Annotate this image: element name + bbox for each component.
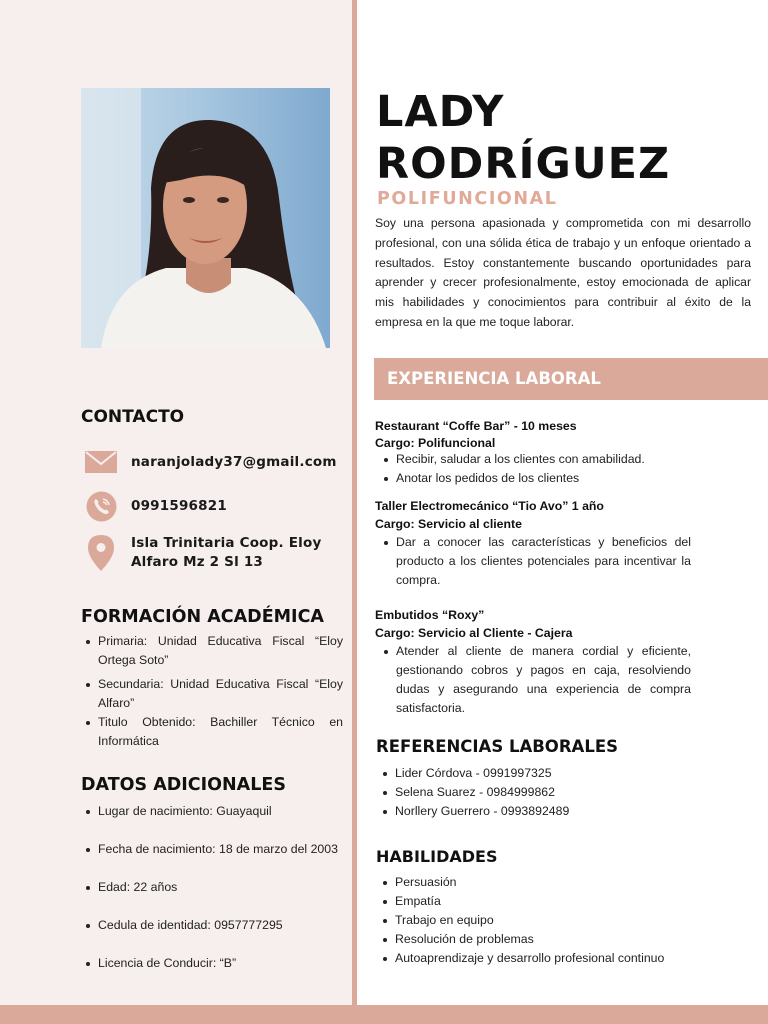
column-divider — [352, 0, 357, 1005]
contact-address — [131, 534, 321, 572]
job-3-tasks — [379, 642, 691, 718]
phone-text: 0991596821 — [131, 498, 227, 514]
references-title: REFERENCIAS LABORALES — [376, 737, 618, 756]
address-line-2: Alfaro Mz 2 Sl 13 — [131, 554, 264, 570]
profile-summary: Soy una persona apasionada y comprometida con mi desarrollo profesional, con una sólida ética de trabajo y un enfoque orientado a resultados. Estoy constantemente buscando oportunidades para aprender y crecer profesionalmente, estoy emocionada de aplicar mis habilidades y conocimientos para contribuir al éxito de la empresa en la que me toque laborar. — [375, 216, 751, 329]
phone-icon — [86, 491, 117, 527]
full-name — [376, 86, 670, 190]
job-2-tasks — [379, 533, 691, 590]
job-1-role: Cargo: Polifuncional — [375, 436, 496, 450]
list-item: Anotar los pedidos de los clientes — [379, 469, 691, 488]
skills-title: HABILIDADES — [376, 847, 498, 866]
education-title: FORMACIÓN ACADÉMICA — [81, 607, 324, 627]
list-item: Persuasión — [378, 873, 691, 892]
job-2-title: Taller Electromecánico “Tio Avo” 1 año — [375, 499, 604, 513]
location-pin-icon — [88, 535, 114, 576]
job-1-tasks — [379, 450, 691, 488]
list-item: Edad: 22 años — [81, 878, 343, 897]
bottom-accent-bar — [0, 1005, 768, 1024]
list-item: Recibir, saludar a los clientes con amabilidad. — [379, 450, 691, 469]
additional-list — [81, 802, 343, 973]
list-item: Empatía — [378, 892, 691, 911]
list-item: Primaria: Unidad Educativa Fiscal “Eloy Ortega Soto” — [81, 632, 343, 670]
job-3-title: Embutidos “Roxy” — [375, 608, 485, 622]
envelope-icon — [85, 451, 117, 478]
list-item: Lider Córdova - 0991997325 — [378, 764, 698, 783]
contact-email[interactable] — [131, 453, 337, 472]
experience-header: EXPERIENCIA LABORAL — [374, 358, 768, 400]
name-last: RODRÍGUEZ — [376, 139, 671, 189]
email-text: naranjolady37@gmail.com — [131, 454, 337, 470]
job-3-role: Cargo: Servicio al Cliente - Cajera — [375, 626, 573, 640]
contact-phone[interactable] — [131, 497, 227, 516]
list-item: Secundaria: Unidad Educativa Fiscal “Eloy Alfaro” — [81, 675, 343, 713]
references-list — [378, 764, 698, 821]
list-item: Autoaprendizaje y desarrollo profesional continuo — [378, 949, 691, 968]
list-item: Trabajo en equipo — [378, 911, 691, 930]
list-item: Norllery Guerrero - 0993892489 — [378, 802, 698, 821]
list-item: Atender al cliente de manera cordial y eficiente, gestionando cobros y pagos en caja, resolviendo dudas y asegurando una experiencia de compra satisfactoria. — [379, 642, 691, 718]
address-line-1: Isla Trinitaria Coop. Eloy — [131, 535, 322, 551]
list-item: Dar a conocer las características y beneficios del producto a los clientes potenciales para incentivar la compra. — [379, 533, 691, 590]
skills-list — [378, 873, 691, 968]
profile-photo — [81, 88, 330, 348]
list-item: Fecha de nacimiento: 18 de marzo del 2003 — [81, 840, 343, 859]
job-2-role: Cargo: Servicio al cliente — [375, 517, 522, 531]
education-list — [81, 632, 343, 751]
job-title-role: POLIFUNCIONAL — [377, 189, 558, 209]
additional-title: DATOS ADICIONALES — [81, 775, 286, 795]
list-item: Resolución de problemas — [378, 930, 691, 949]
list-item: Lugar de nacimiento: Guayaquil — [81, 802, 343, 821]
list-item: Selena Suarez - 0984999862 — [378, 783, 698, 802]
job-1-title: Restaurant “Coffe Bar” - 10 meses — [375, 419, 577, 433]
name-first: LADY — [376, 87, 505, 137]
list-item: Cedula de identidad: 0957777295 — [81, 916, 343, 935]
contact-title: CONTACTO — [81, 407, 185, 427]
list-item: Titulo Obtenido: Bachiller Técnico en Informática — [81, 713, 343, 751]
list-item: Licencia de Conducir: “B” — [81, 954, 343, 973]
